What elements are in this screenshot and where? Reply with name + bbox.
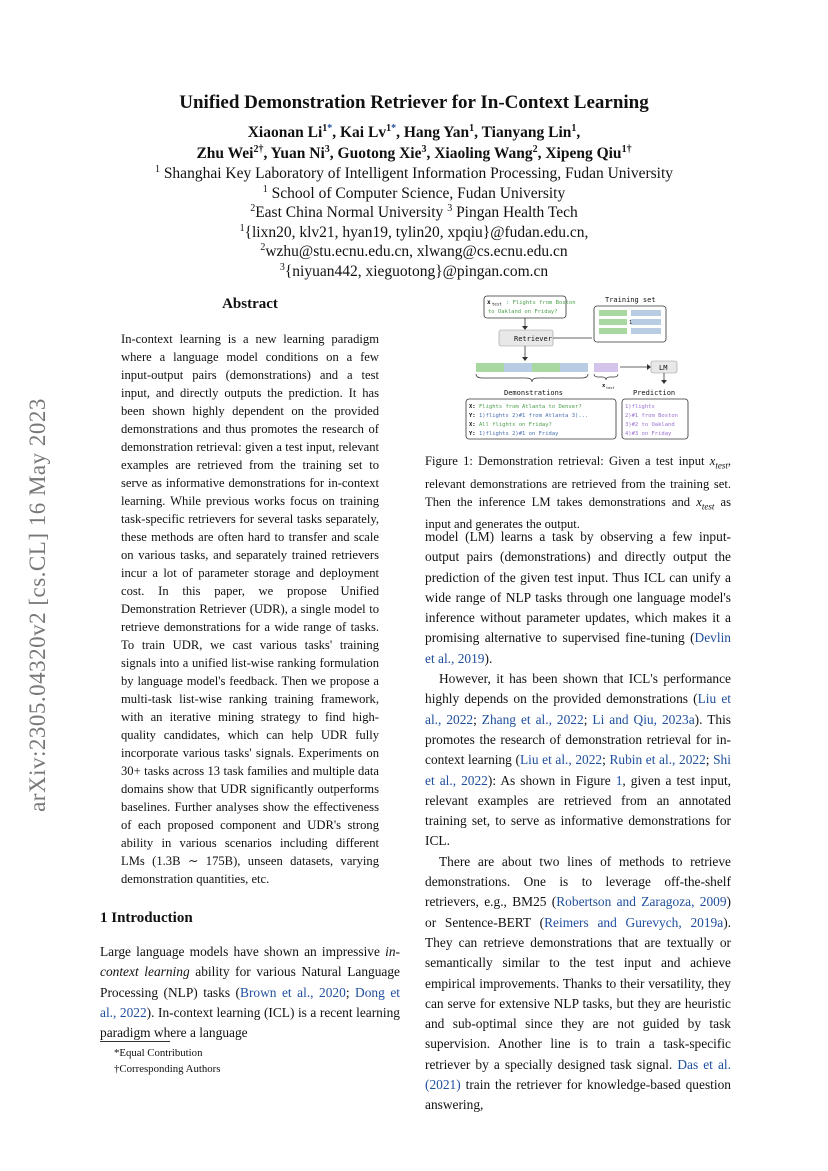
paragraph: There are about two lines of methods to retrieve demonstrations. One is to leverage off-the-shelf retrievers, e.g., BM25 (Robertson and Zaragoza, 2009) or Sentence-BERT (Reimers and Gurevych, 2019a). They can retrieve demonstrations that are textually or semantically similar to the test input and achieve empirical improvements. Thanks to their versatility, they can serve for extensive NLP tasks, but they are heuristic and sub-optimal since they are not guided by task supervision. Another line is to train a task-specific retriever by a specially designed task signal. Das et al. (2021) train the retriever for knowledge-based question answering, xyxy=(425,853,731,1113)
figure-1-diagram xyxy=(462,292,694,442)
arxiv-sidebar-stamp: arXiv:2305.04320v2 [cs.CL] 16 May 2023 xyxy=(25,398,50,812)
paragraph: model (LM) learns a task by observing a few input-output pairs (demonstrations) and directly output the prediction of the given test input. Thus ICL can unify a wide range of NLP tasks through one language model's inference without parameter updates, which makes it a promising alternative to supervised fine-tuning (Devlin et al., 2019). xyxy=(425,529,731,666)
email-line: $^3${niyuan442, xieguotong}@pingan.com.cn xyxy=(279,261,549,280)
svg-text:test: test xyxy=(606,386,615,390)
svg-text:Y:: Y: xyxy=(469,431,476,437)
svg-text:X:: X: xyxy=(469,422,476,428)
email-line: $^2$wzhu@stu.ecnu.edu.cn, xlwang@cs.ecnu.edu.cn xyxy=(260,241,568,260)
citation-link[interactable]: Robertson and Zaragoza, 2009 xyxy=(556,894,727,910)
svg-text:X:: X: xyxy=(469,404,476,410)
affiliation-line: $^1$ School of Computer Science, Fudan University xyxy=(262,183,566,202)
affiliation-line: $^2$East China Normal University $^3$ Pingan Health Tech xyxy=(250,202,578,221)
demonstrations-label: Demonstrations xyxy=(504,389,564,397)
footnote-rule xyxy=(100,1041,170,1042)
citation-link[interactable]: Brown et al., 2020 xyxy=(240,984,346,1000)
citation-link[interactable]: Rubin et al., 2022 xyxy=(609,752,706,768)
svg-text:3)#2 to Oakland: 3)#2 to Oakland xyxy=(625,422,675,428)
citation-link[interactable]: Liu et al., 2022 xyxy=(519,752,603,768)
prediction-label: Prediction xyxy=(633,389,676,397)
right-column-body xyxy=(425,527,731,1116)
intro-paragraph: Large language models have shown an impressive in-context learning ability for various Natural Language Processing (NLP) tasks (Brown et al., 2020; Dong et al., 2022). In-context learning (ICL) is a recent learning paradigm where a language xyxy=(100,944,400,1041)
svg-text:Y:: Y: xyxy=(469,413,476,419)
citation-link[interactable]: Reimers and Gurevych, 2019a xyxy=(544,914,724,930)
svg-text:All flights on Friday?: All flights on Friday? xyxy=(479,422,552,428)
citation-link[interactable]: Dong et al., 2022 xyxy=(100,984,400,1020)
svg-text:Retriever: Retriever xyxy=(514,335,552,343)
citation-link[interactable]: Shi et al., 2022 xyxy=(425,752,731,788)
svg-text:2)#1 from Boston: 2)#1 from Boston xyxy=(625,413,678,419)
footnote-corresponding: †Corresponding Authors xyxy=(114,1063,221,1075)
citation-link[interactable]: Liu et al., 2022 xyxy=(425,691,731,727)
figure-ref-link[interactable]: 1 xyxy=(615,772,623,788)
svg-text:1)flights: 1)flights xyxy=(625,404,655,410)
citation-link[interactable]: Devlin et al., 2019 xyxy=(425,630,731,666)
svg-text:1)flights 2)#1 from Atlanta 3): 1)flights 2)#1 from Atlanta 3)... xyxy=(479,413,589,419)
email-line: $^1${lixn20, klv21, hyan19, tylin20, xpqiu}@fudan.edu.cn, xyxy=(239,222,589,241)
query-text-2: to Oakland on Friday? xyxy=(488,309,558,315)
authors-line-2: Zhu Wei$^{2\dagger}$, Yuan Ni$^3$, Guotong Xie$^3$, Xiaoling Wang$^2$, Xipeng Qiu$^{1\dagger}$ xyxy=(196,143,632,162)
svg-text:Flights from Atlanta to Denver: Flights from Atlanta to Denver? xyxy=(479,404,582,410)
citation-link[interactable]: Das et al. (2021) xyxy=(425,1056,731,1093)
query-text-1: : Flights from Boston xyxy=(506,300,576,306)
training-set-label: Training set xyxy=(605,296,656,304)
abstract-heading: Abstract xyxy=(222,296,278,312)
svg-text:4)#3 on Friday: 4)#3 on Friday xyxy=(625,431,672,437)
citation-link[interactable]: Li and Qiu, 2023a xyxy=(592,711,695,727)
paper-header xyxy=(100,92,728,281)
svg-text:LM: LM xyxy=(659,364,668,372)
section-heading-introduction: 1 Introduction xyxy=(100,910,193,926)
footnote-equal-contribution: *Equal Contribution xyxy=(114,1047,203,1059)
figure-1-caption: Figure 1: Demonstration retrieval: Given a test input $x_{test}$, relevant demonstrations are retrieved from the training set. Then the inference LM takes demonstrations and $x_{test}$ as input and generates the output. xyxy=(425,454,731,532)
xtest-label: x xyxy=(487,299,491,306)
authors-line-1: Xiaonan $Li^{1*}$, Kai $Lv^{1*}$, Hang Yan$^1$, Tianyang Lin$^1$, xyxy=(247,122,581,141)
paragraph: However, it has been shown that ICL's performance highly depends on the provided demonstrations (Liu et al., 2022; Zhang et al., 2022; Li and Qiu, 2023a). This promotes the research of demonstration retrieval for in-context learning (Liu et al., 2022; Rubin et al., 2022; Shi et al., 2022): As shown in Figure 1, given a test input, relevant examples are retrieved from an annotated training set, to serve as informative demonstrations for ICL. xyxy=(425,671,732,849)
svg-text:1: 1 xyxy=(629,320,633,326)
svg-text:1)flights 2)#1 on Friday: 1)flights 2)#1 on Friday xyxy=(479,431,559,437)
abstract-text: In-context learning is a new learning paradigm where a language model conditions on a few input-output pairs (demonstrations) and a test input, and directly outputs the prediction. It has been shown highly dependent on the provided demonstrations and thus promotes the research of demonstration retrieval: given a test input, relevant examples are retrieved from the training set to serve as informative demonstrations for in-context learning. While previous works focus on training task-specific retrievers for several tasks separately, these methods are often hard to transfer and scale on various tasks, and separately trained retrievers incur a lot of parameter storage and deployment cost. In this paper, we propose Unified Demonstration Retriever (UDR), a single model to retrieve demonstrations for a wide range of tasks. To train UDR, we cast various tasks' training signals into a unified list-wise ranking formulation by language model's feedback. Then we propose a multi-task list-wise ranking training framework, with an iterative mining strategy to find high-quality candidates, which can help UDR fully incorporate various tasks' signals. Experiments on 30+ tasks across 13 task families and multiple data domains show that UDR significantly outperforms baselines. Further analyses show the effectiveness of each proposed component and UDR's strong ability in various scenarios including different LMs (1.3B ∼ 175B), unseen datasets, varying demonstration quantities, etc. xyxy=(121,332,379,886)
paper-title: Unified Demonstration Retriever for In-Context Learning xyxy=(179,92,649,113)
svg-text:test: test xyxy=(492,301,502,307)
citation-link[interactable]: Zhang et al., 2022 xyxy=(481,711,584,727)
affiliation-line: $^1$ Shanghai Key Laboratory of Intelligent Information Processing, Fudan University xyxy=(154,163,674,182)
svg-text:x: x xyxy=(602,383,606,389)
